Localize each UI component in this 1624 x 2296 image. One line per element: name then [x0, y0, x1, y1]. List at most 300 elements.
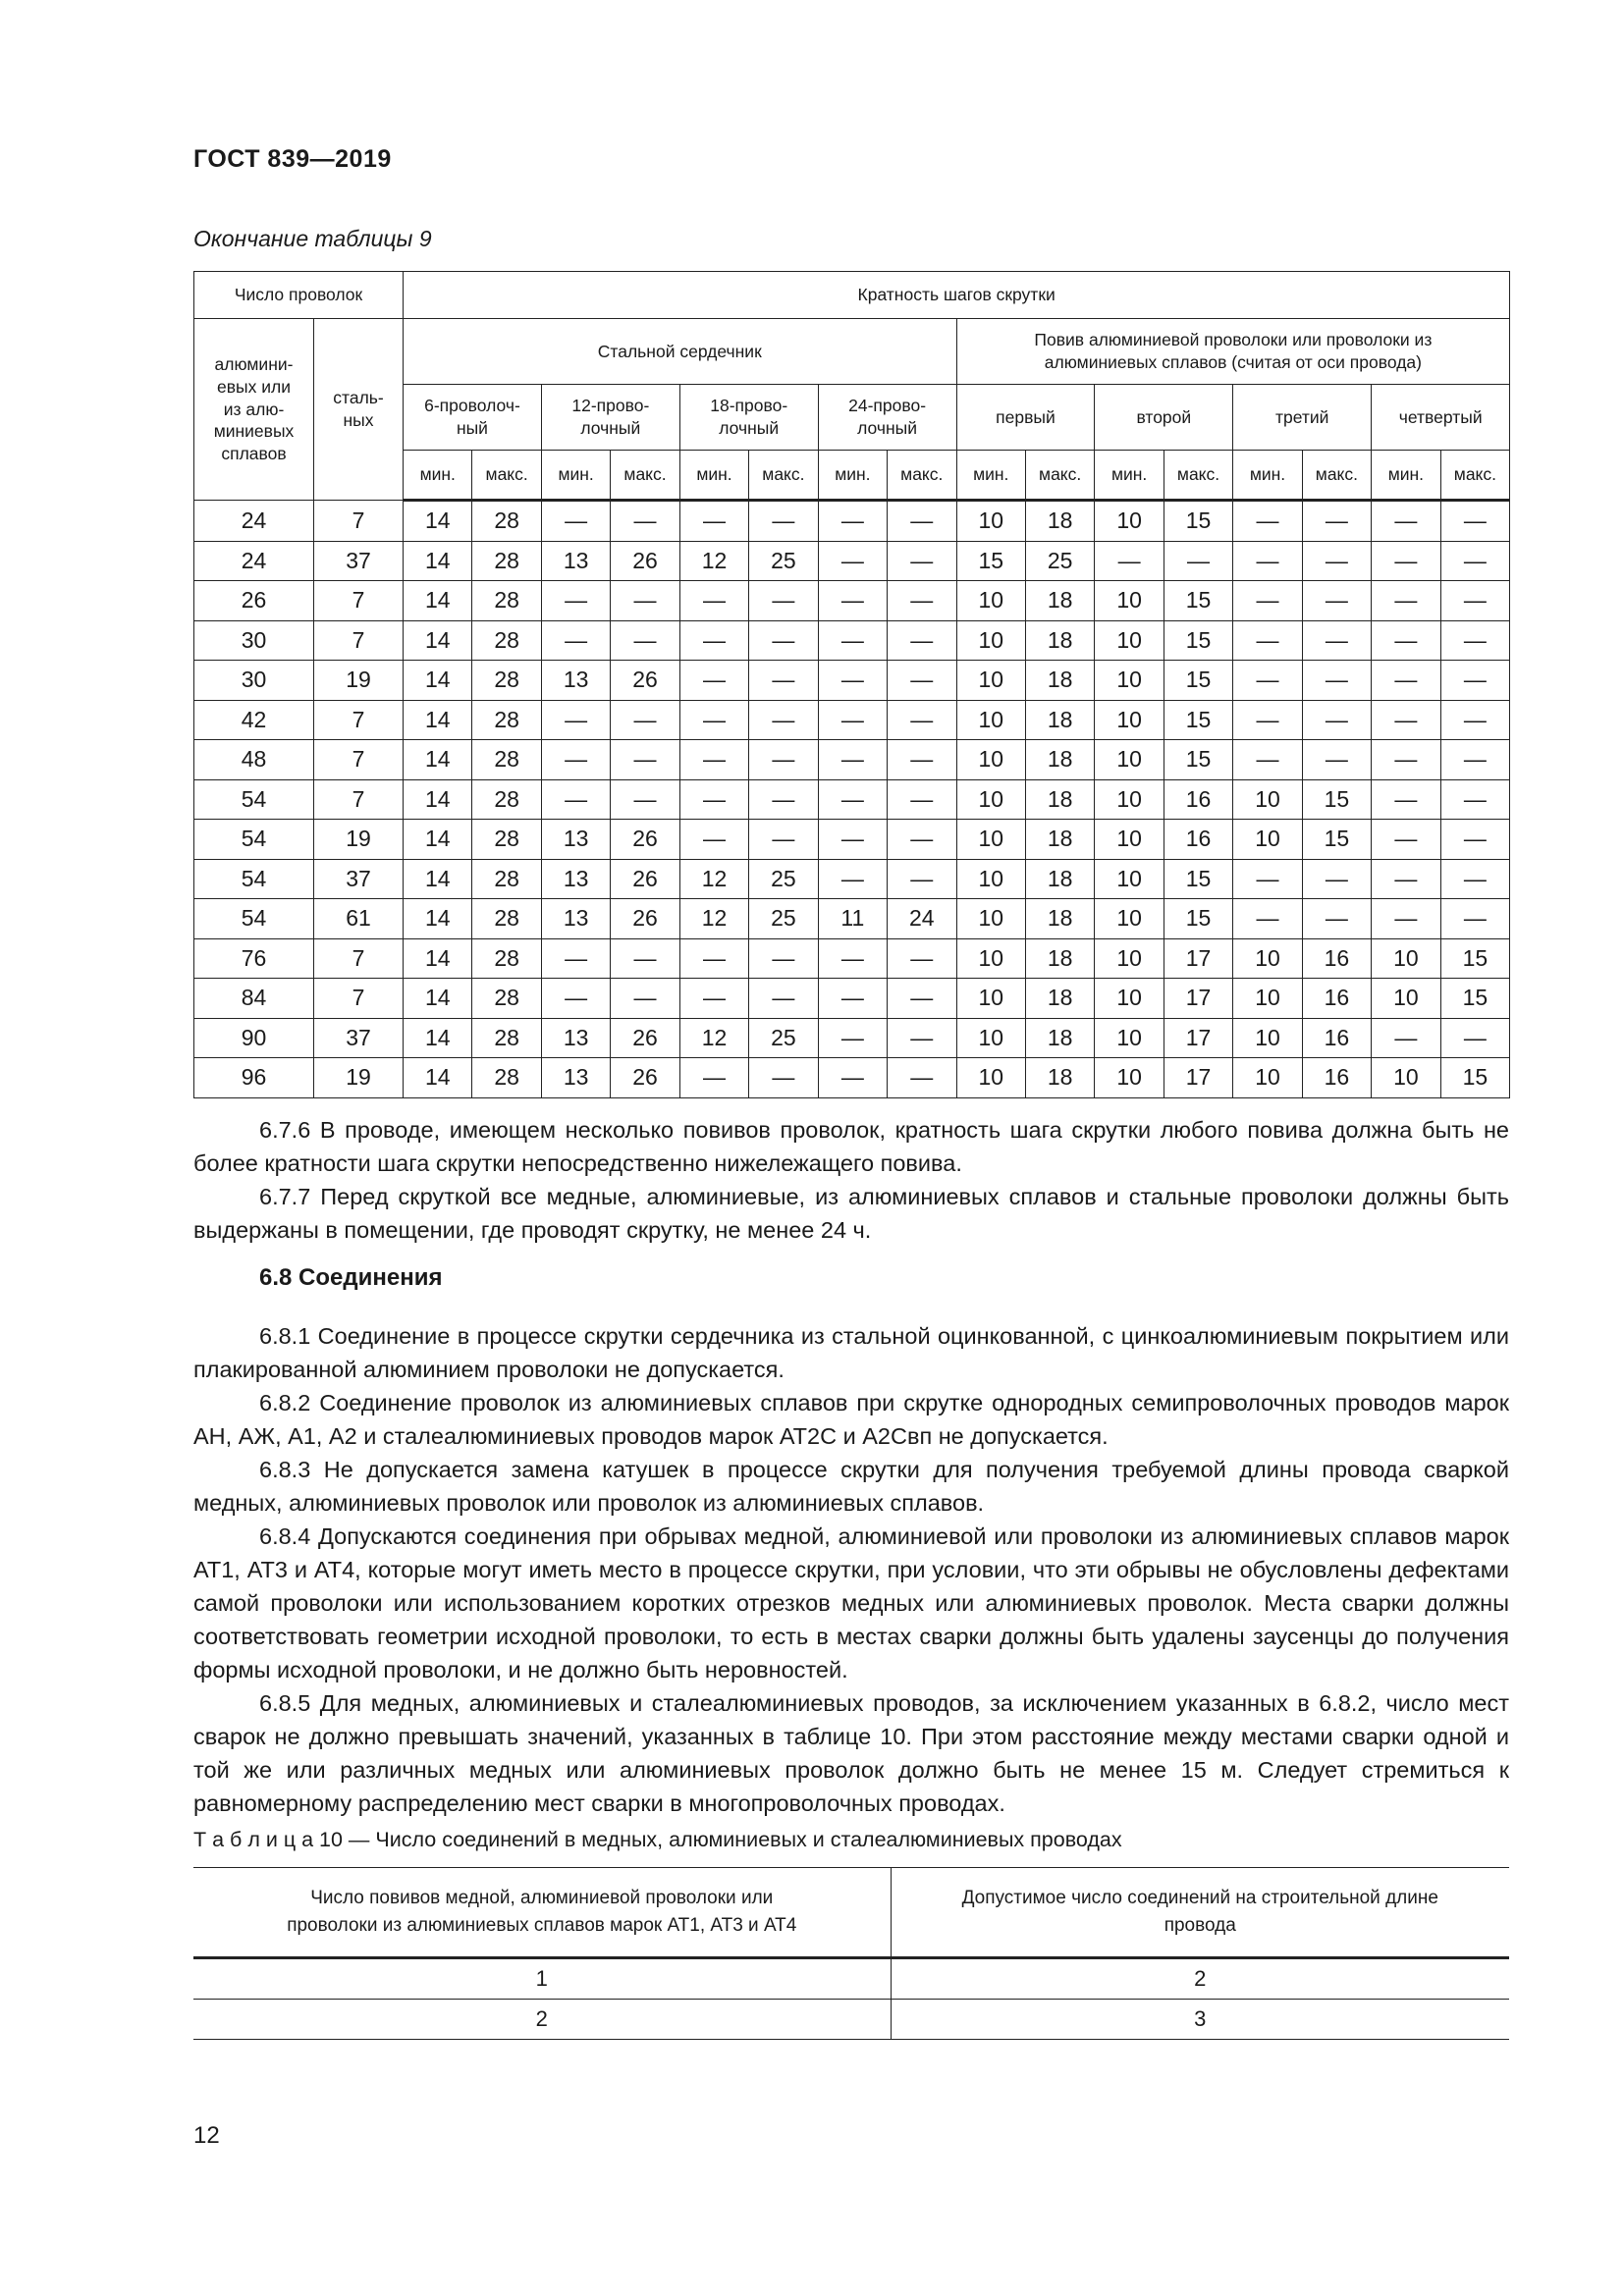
table-cell: — — [1440, 859, 1510, 899]
table-cell: 16 — [1164, 779, 1232, 820]
table-cell: — — [679, 938, 748, 979]
table-row — [194, 779, 1510, 820]
table-cell: 37 — [314, 1018, 404, 1058]
table-cell: 18 — [1025, 859, 1094, 899]
table-cell: — — [888, 820, 956, 860]
table-10-header-layers: Число повивов медной, алюминиевой проволоки или проволоки из алюминиевых сплавов марок АТ1, АТ3 и АТ4 — [193, 1868, 891, 1958]
table-cell: 30 — [194, 620, 314, 661]
table-cell: 10 — [956, 938, 1025, 979]
table-cell: 25 — [749, 1018, 818, 1058]
table-cell: 15 — [1164, 899, 1232, 939]
header-min: мин. — [1233, 451, 1302, 501]
table-cell: 28 — [472, 541, 541, 581]
table-cell: — — [888, 779, 956, 820]
table-cell: 15 — [1440, 1058, 1510, 1098]
table-cell: — — [1372, 501, 1440, 542]
table-cell: 7 — [314, 501, 404, 542]
table-cell: 18 — [1025, 581, 1094, 621]
table-cell: 26 — [611, 541, 679, 581]
table-cell: 14 — [404, 541, 472, 581]
table-cell: — — [1233, 899, 1302, 939]
table-cell: — — [611, 581, 679, 621]
table-cell: 12 — [679, 899, 748, 939]
header-twist-ratio: Кратность шагов скрутки — [404, 272, 1510, 319]
table-cell: 18 — [1025, 740, 1094, 780]
table-row — [194, 541, 1510, 581]
table-cell: 12 — [679, 859, 748, 899]
table-cell: 16 — [1302, 938, 1371, 979]
table-cell: 12 — [679, 1018, 748, 1058]
table-cell: — — [1233, 501, 1302, 542]
table-cell: 16 — [1164, 820, 1232, 860]
table-cell: — — [749, 979, 818, 1019]
table-cell: — — [611, 700, 679, 740]
table-cell: 26 — [611, 1018, 679, 1058]
table-cell: — — [611, 501, 679, 542]
table-cell: 13 — [541, 899, 610, 939]
table-cell: — — [1302, 859, 1371, 899]
table-cell: — — [1233, 700, 1302, 740]
table-cell: — — [541, 938, 610, 979]
header-max: макс. — [472, 451, 541, 501]
table-cell: — — [818, 700, 887, 740]
table-cell: 28 — [472, 779, 541, 820]
table-cell: — — [1440, 501, 1510, 542]
header-min: мин. — [541, 451, 610, 501]
table-cell: 10 — [956, 899, 1025, 939]
table-cell: 10 — [1095, 620, 1164, 661]
table-cell: 48 — [194, 740, 314, 780]
table-row — [193, 1958, 1509, 2000]
table-cell: 15 — [1164, 661, 1232, 701]
table-cell: 15 — [1164, 700, 1232, 740]
table-cell: 10 — [956, 1058, 1025, 1098]
table-cell: 96 — [194, 1058, 314, 1098]
table-cell: 10 — [1233, 779, 1302, 820]
table-cell: 19 — [314, 1058, 404, 1098]
header-min: мин. — [818, 451, 887, 501]
table-cell: — — [888, 1018, 956, 1058]
table-cell: 10 — [1233, 979, 1302, 1019]
table-cell: 37 — [314, 859, 404, 899]
table-cell: 14 — [404, 899, 472, 939]
table-9-header — [194, 272, 1510, 501]
table-cell: — — [818, 581, 887, 621]
table-cell: — — [611, 779, 679, 820]
table-row — [194, 501, 1510, 542]
table-cell: 61 — [314, 899, 404, 939]
table-cell: 15 — [1302, 820, 1371, 860]
table-cell: — — [611, 979, 679, 1019]
table-cell: — — [818, 620, 887, 661]
table-cell: 1 — [193, 1958, 891, 2000]
table-row — [194, 620, 1510, 661]
table-cell: — — [1302, 581, 1371, 621]
table-cell: — — [1372, 1018, 1440, 1058]
table-cell: — — [1302, 620, 1371, 661]
table-cell: 13 — [541, 1018, 610, 1058]
table-cell: 30 — [194, 661, 314, 701]
table-cell: 14 — [404, 581, 472, 621]
header-min: мин. — [404, 451, 472, 501]
header-layer-3: третий — [1233, 385, 1372, 451]
paragraph-6-7-7: 6.7.7 Перед скруткой все медные, алюминиевые, из алюминиевых сплавов и стальные проволоки должны быть выдержаны в помещении, где проводят скрутку, не менее 24 ч. — [193, 1184, 1509, 1243]
table-cell: 28 — [472, 620, 541, 661]
table-cell: 7 — [314, 979, 404, 1019]
table-cell: 10 — [956, 700, 1025, 740]
header-steel-wires: сталь- ных — [314, 319, 404, 501]
table-cell: — — [1372, 581, 1440, 621]
header-core-18: 18-прово- лочный — [679, 385, 818, 451]
table-cell: 54 — [194, 779, 314, 820]
table-cell: — — [1302, 541, 1371, 581]
table-cell: 14 — [404, 740, 472, 780]
table-cell: — — [611, 740, 679, 780]
table-cell: 7 — [314, 581, 404, 621]
table-cell: 28 — [472, 1018, 541, 1058]
table-cell: 10 — [1095, 1058, 1164, 1098]
table-cell: 13 — [541, 541, 610, 581]
table-cell: 18 — [1025, 899, 1094, 939]
table-cell: — — [1440, 779, 1510, 820]
table-cell: 10 — [1095, 661, 1164, 701]
table-cell: — — [679, 779, 748, 820]
table-cell: 25 — [1025, 541, 1094, 581]
table-cell: 10 — [956, 661, 1025, 701]
header-min: мин. — [1372, 451, 1440, 501]
table-cell: 28 — [472, 938, 541, 979]
table-cell: — — [1440, 581, 1510, 621]
table-cell: — — [679, 700, 748, 740]
table-row — [194, 899, 1510, 939]
section-6-7-text — [193, 1113, 1509, 1247]
table-cell: 14 — [404, 1018, 472, 1058]
table-cell: 54 — [194, 859, 314, 899]
table-cell: 54 — [194, 820, 314, 860]
table-cell: 54 — [194, 899, 314, 939]
header-max: макс. — [1302, 451, 1371, 501]
table-cell: — — [818, 820, 887, 860]
table-cell: 14 — [404, 501, 472, 542]
table-cell: 14 — [404, 700, 472, 740]
table-cell: — — [1440, 899, 1510, 939]
table-cell: 15 — [1164, 501, 1232, 542]
table-cell: 26 — [611, 661, 679, 701]
table-cell: 13 — [541, 661, 610, 701]
table-cell: 17 — [1164, 979, 1232, 1019]
table-cell: 18 — [1025, 1018, 1094, 1058]
table-cell: 28 — [472, 1058, 541, 1098]
table-cell: — — [818, 740, 887, 780]
header-max: макс. — [1025, 451, 1094, 501]
table-cell: 28 — [472, 859, 541, 899]
table-9-body — [194, 501, 1510, 1098]
table-cell: 13 — [541, 820, 610, 860]
table-cell: 10 — [1233, 820, 1302, 860]
table-cell: — — [888, 620, 956, 661]
table-cell: 26 — [194, 581, 314, 621]
paragraph-6-8-3: 6.8.3 Не допускается замена катушек в процессе скрутки для получения требуемой длины провода сваркой медных, алюминиевых проволок или проволок из алюминиевых сплавов. — [193, 1457, 1509, 1516]
table-cell: — — [818, 979, 887, 1019]
table-cell: — — [888, 1058, 956, 1098]
header-wire-count: Число проволок — [194, 272, 404, 319]
table-cell: 10 — [1095, 859, 1164, 899]
table-cell: — — [1233, 620, 1302, 661]
table-cell: 7 — [314, 700, 404, 740]
table-cell: — — [1440, 620, 1510, 661]
table-cell: 10 — [956, 859, 1025, 899]
table-cell: 10 — [1233, 1018, 1302, 1058]
table-cell: 25 — [749, 859, 818, 899]
table-cell: — — [749, 1058, 818, 1098]
table-cell: 14 — [404, 820, 472, 860]
paragraph-6-8-4: 6.8.4 Допускаются соединения при обрывах медной, алюминиевой или проволоки из алюминиевых сплавов марок АТ1, АТ3 и АТ4, которые могут иметь место в процессе скрутки, при условии, что эти обрывы не обусловлены дефектами самой проволоки или использованием коротких отрезков медных или алюминиевых проволок. Места сварки должны соответствовать геометрии исходной проволоки, то есть в местах сварки должны быть удалены заусенцы до получения формы исходной проволоки, и не должно быть неровностей. — [193, 1523, 1509, 1682]
table-9-continuation-caption: Окончание таблицы 9 — [193, 226, 432, 251]
table-cell: 14 — [404, 1058, 472, 1098]
table-cell: 10 — [956, 740, 1025, 780]
table-cell: 10 — [1095, 700, 1164, 740]
table-cell: 15 — [1440, 979, 1510, 1019]
table-cell: — — [541, 979, 610, 1019]
table-cell: — — [611, 620, 679, 661]
header-layer-1: первый — [956, 385, 1095, 451]
table-cell: 10 — [956, 620, 1025, 661]
table-cell: — — [818, 938, 887, 979]
table-cell: — — [1233, 740, 1302, 780]
table-cell: — — [818, 501, 887, 542]
table-cell: 25 — [749, 899, 818, 939]
table-cell: 14 — [404, 661, 472, 701]
paragraph-6-7-6: 6.7.6 В проводе, имеющем несколько повивов проволок, кратность шага скрутки любого повива должна быть не более кратности шага скрутки непосредственно нижележащего повива. — [193, 1117, 1509, 1176]
header-core-12: 12-прово- лочный — [541, 385, 679, 451]
header-max: макс. — [611, 451, 679, 501]
table-cell: 15 — [1164, 620, 1232, 661]
table-cell: — — [888, 859, 956, 899]
header-layer-2: второй — [1095, 385, 1233, 451]
table-cell: — — [1302, 501, 1371, 542]
table-cell: — — [1440, 1018, 1510, 1058]
table-cell: 28 — [472, 820, 541, 860]
table-cell: 15 — [956, 541, 1025, 581]
table-cell: 10 — [1095, 979, 1164, 1019]
table-cell: — — [679, 581, 748, 621]
table-cell: 26 — [611, 899, 679, 939]
header-min: мин. — [1095, 451, 1164, 501]
table-cell: — — [1302, 899, 1371, 939]
table-row — [194, 859, 1510, 899]
table-cell: 16 — [1302, 1058, 1371, 1098]
header-max: макс. — [888, 451, 956, 501]
table-cell: 15 — [1164, 740, 1232, 780]
table-cell: 18 — [1025, 620, 1094, 661]
table-10 — [193, 1867, 1509, 2040]
table-cell: 17 — [1164, 1058, 1232, 1098]
table-cell: 10 — [1095, 820, 1164, 860]
table-cell: 10 — [1372, 1058, 1440, 1098]
table-cell: — — [679, 1058, 748, 1098]
table-cell: — — [1440, 700, 1510, 740]
table-cell: 18 — [1025, 938, 1094, 979]
table-cell: — — [541, 501, 610, 542]
table-9 — [193, 271, 1510, 1098]
table-cell: 18 — [1025, 661, 1094, 701]
table-cell: — — [749, 501, 818, 542]
table-cell: — — [888, 700, 956, 740]
table-cell: — — [888, 541, 956, 581]
table-cell: 11 — [818, 899, 887, 939]
table-cell: — — [1440, 541, 1510, 581]
table-cell: 26 — [611, 820, 679, 860]
header-steel-core: Стальной сердечник — [404, 319, 957, 385]
header-min: мин. — [679, 451, 748, 501]
table-row — [194, 581, 1510, 621]
table-cell: 28 — [472, 501, 541, 542]
section-6-8-title: 6.8 Соединения — [259, 1264, 443, 1291]
table-cell: — — [679, 620, 748, 661]
table-cell: 28 — [472, 899, 541, 939]
table-cell: 18 — [1025, 501, 1094, 542]
table-cell: 24 — [194, 541, 314, 581]
table-cell: 76 — [194, 938, 314, 979]
table-cell: — — [679, 820, 748, 860]
table-cell: — — [679, 740, 748, 780]
table-cell: 10 — [956, 979, 1025, 1019]
table-cell: — — [1372, 740, 1440, 780]
paragraph-6-8-5: 6.8.5 Для медных, алюминиевых и сталеалюминиевых проводов, за исключением указанных в 6.8.2, число мест сварок не должно превышать значений, указанных в таблице 10. При этом расстояние между местами сварки одной и той же или различных медных или алюминиевых проволок должно быть не менее 15 м. Следует стремиться к равномерному распределению мест сварки в многопроволочных проводах. — [193, 1690, 1509, 1816]
table-cell: 18 — [1025, 779, 1094, 820]
document-code: ГОСТ 839—2019 — [193, 145, 392, 173]
table-cell: 10 — [1095, 899, 1164, 939]
table-cell: — — [1440, 740, 1510, 780]
table-row — [194, 1058, 1510, 1098]
header-layer-4: четвертый — [1372, 385, 1510, 451]
table-cell: 10 — [956, 820, 1025, 860]
table-cell: 14 — [404, 859, 472, 899]
table-cell: 10 — [1095, 938, 1164, 979]
table-cell: 12 — [679, 541, 748, 581]
table-row — [194, 700, 1510, 740]
table-cell: — — [1164, 541, 1232, 581]
table-cell: 3 — [891, 2000, 1509, 2040]
table-cell: — — [1372, 899, 1440, 939]
table-cell: — — [611, 938, 679, 979]
table-cell: — — [818, 1058, 887, 1098]
header-max: макс. — [1440, 451, 1510, 501]
table-row — [194, 938, 1510, 979]
table-cell: 13 — [541, 859, 610, 899]
table-cell: 84 — [194, 979, 314, 1019]
table-cell: — — [541, 779, 610, 820]
table-10-caption: Т а б л и ц а 10 — Число соединений в медных, алюминиевых и сталеалюминиевых проводах — [193, 1828, 1122, 1851]
table-cell: — — [1440, 661, 1510, 701]
table-cell: — — [749, 779, 818, 820]
table-cell: — — [749, 661, 818, 701]
table-cell: 10 — [1095, 740, 1164, 780]
table-cell: 90 — [194, 1018, 314, 1058]
table-cell: — — [1302, 661, 1371, 701]
table-row — [194, 661, 1510, 701]
paragraph-6-8-2: 6.8.2 Соединение проволок из алюминиевых сплавов при скрутке однородных семипроволочных проводов марок АН, АЖ, А1, А2 и сталеалюминиевых проводов марок АТ2С и А2Свп не допускается. — [193, 1390, 1509, 1449]
table-cell: 10 — [1233, 1058, 1302, 1098]
table-cell: 28 — [472, 979, 541, 1019]
table-cell: 10 — [956, 1018, 1025, 1058]
table-cell: 28 — [472, 661, 541, 701]
table-cell: — — [749, 740, 818, 780]
table-cell: 19 — [314, 820, 404, 860]
table-cell: — — [541, 700, 610, 740]
table-cell: 7 — [314, 938, 404, 979]
table-cell: — — [679, 501, 748, 542]
table-cell: — — [888, 581, 956, 621]
table-cell: 15 — [1440, 938, 1510, 979]
table-cell: 10 — [1095, 581, 1164, 621]
table-cell: — — [1372, 700, 1440, 740]
table-row — [193, 2000, 1509, 2040]
header-core-6: 6-проволоч- ный — [404, 385, 542, 451]
table-cell: 14 — [404, 979, 472, 1019]
table-cell: 14 — [404, 620, 472, 661]
table-cell: 16 — [1302, 979, 1371, 1019]
table-cell: — — [1302, 700, 1371, 740]
table-cell: — — [1302, 740, 1371, 780]
table-cell: 10 — [956, 581, 1025, 621]
table-cell: 7 — [314, 779, 404, 820]
table-cell: — — [1372, 661, 1440, 701]
table-cell: — — [1095, 541, 1164, 581]
table-cell: 42 — [194, 700, 314, 740]
table-cell: — — [818, 661, 887, 701]
table-cell: 24 — [888, 899, 956, 939]
table-cell: 18 — [1025, 979, 1094, 1019]
table-cell: 16 — [1302, 1018, 1371, 1058]
table-cell: 15 — [1302, 779, 1371, 820]
table-cell: — — [818, 541, 887, 581]
table-cell: — — [1440, 820, 1510, 860]
table-cell: — — [1372, 620, 1440, 661]
table-cell: — — [1372, 779, 1440, 820]
table-cell: — — [749, 700, 818, 740]
table-cell: — — [1233, 581, 1302, 621]
table-cell: — — [1233, 661, 1302, 701]
section-6-8-text — [193, 1319, 1509, 1820]
table-cell: 26 — [611, 1058, 679, 1098]
page-number: 12 — [193, 2122, 220, 2149]
table-cell: 2 — [891, 1958, 1509, 2000]
table-cell: 15 — [1164, 581, 1232, 621]
table-row — [194, 740, 1510, 780]
table-cell: — — [679, 979, 748, 1019]
table-cell: 10 — [1095, 779, 1164, 820]
header-core-24: 24-прово- лочный — [818, 385, 956, 451]
table-cell: 18 — [1025, 820, 1094, 860]
table-10-header-joints: Допустимое число соединений на строительной длине провода — [891, 1868, 1509, 1958]
table-cell: 10 — [1095, 501, 1164, 542]
table-cell: — — [1372, 541, 1440, 581]
table-cell: 10 — [956, 501, 1025, 542]
table-cell: — — [818, 859, 887, 899]
table-cell: 13 — [541, 1058, 610, 1098]
header-aluminum-wires: алюмини- евых или из алю- миниевых сплавов — [194, 319, 314, 501]
table-cell: 14 — [404, 938, 472, 979]
paragraph-6-8-1: 6.8.1 Соединение в процессе скрутки сердечника из стальной оцинкованной, с цинкоалюминиевым покрытием или плакированной алюминием проволоки не допускается. — [193, 1323, 1509, 1382]
table-cell: — — [679, 661, 748, 701]
table-cell: 18 — [1025, 1058, 1094, 1098]
table-cell: 7 — [314, 740, 404, 780]
table-cell: 24 — [194, 501, 314, 542]
table-cell: — — [1372, 820, 1440, 860]
table-cell: 18 — [1025, 700, 1094, 740]
table-cell: — — [541, 620, 610, 661]
